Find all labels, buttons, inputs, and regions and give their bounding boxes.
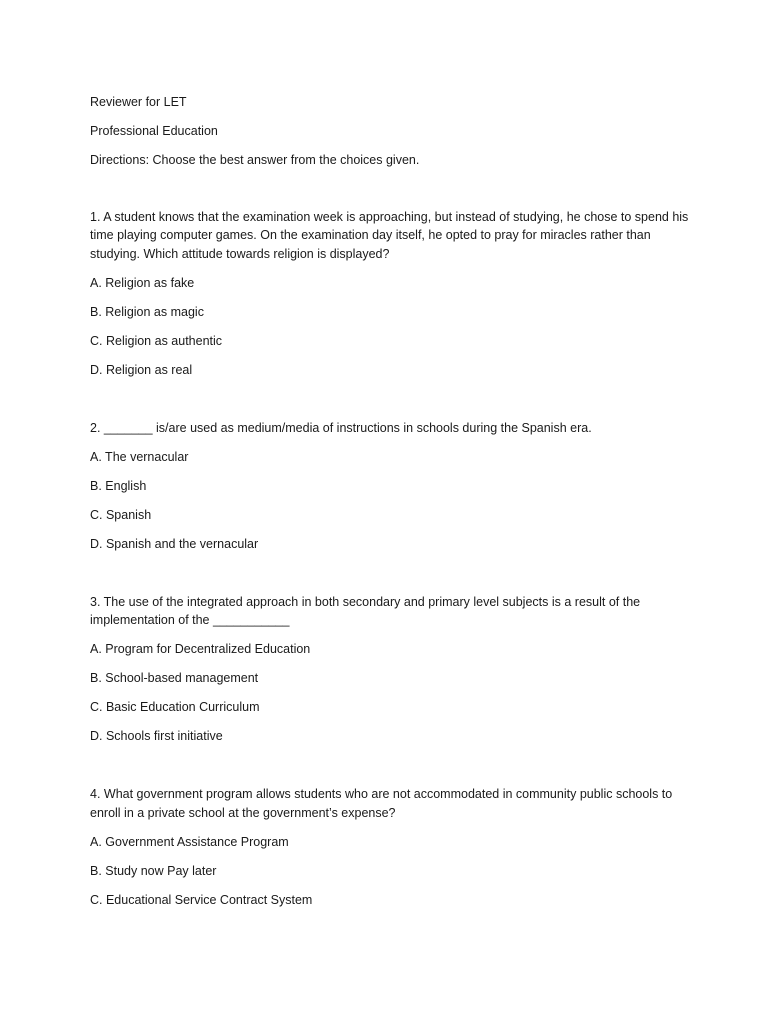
- choice-c: C. Religion as authentic: [90, 333, 223, 348]
- question-3: [90, 593, 698, 746]
- choice-c: C. Spanish: [90, 507, 152, 522]
- choice-d: D. Spanish and the vernacular: [90, 536, 259, 551]
- choice-list: [90, 448, 698, 554]
- question-2: [90, 419, 698, 554]
- choice-list: [90, 640, 698, 746]
- question-stem: 4. What government program allows students who are not accommodated in community public schools to enroll in a private school at the government’s expense?: [90, 787, 673, 820]
- choice-a: A. The vernacular: [90, 449, 189, 464]
- choice-b: B. Study now Pay later: [90, 863, 217, 878]
- choice-c: C. Basic Education Curriculum: [90, 700, 260, 714]
- choice-list: [90, 274, 698, 380]
- question-stem: 3. The use of the integrated approach in both secondary and primary level subjects is a result of the implementation of the ___________: [90, 594, 641, 627]
- choice-d: D. Schools first initiative: [90, 729, 223, 743]
- choice-a: A. Government Assistance Program: [90, 834, 289, 849]
- choice-a: A. Program for Decentralized Education: [90, 642, 311, 656]
- document-title: Reviewer for LET: [90, 95, 187, 109]
- choice-d: D. Religion as real: [90, 362, 193, 377]
- directions-text: Directions: Choose the best answer from the choices given.: [90, 153, 420, 167]
- choice-list: [90, 833, 698, 910]
- choice-c: C. Educational Service Contract System: [90, 892, 313, 907]
- choice-b: B. Religion as magic: [90, 304, 204, 319]
- question-stem: 1. A student knows that the examination week is approaching, but instead of studying, he chose to spend his time playing computer games. On the examination day itself, he opted to pray for miracles rather than studying. Which attitude towards religion is displayed?: [90, 209, 689, 261]
- question-1: [90, 208, 698, 380]
- choice-a: A. Religion as fake: [90, 275, 195, 290]
- document-subject: Professional Education: [90, 124, 218, 138]
- question-stem: 2. _______ is/are used as medium/media of instructions in schools during the Spanish era.: [90, 420, 592, 435]
- question-4: [90, 785, 698, 909]
- choice-b: B. School-based management: [90, 671, 259, 685]
- choice-b: B. English: [90, 478, 147, 493]
